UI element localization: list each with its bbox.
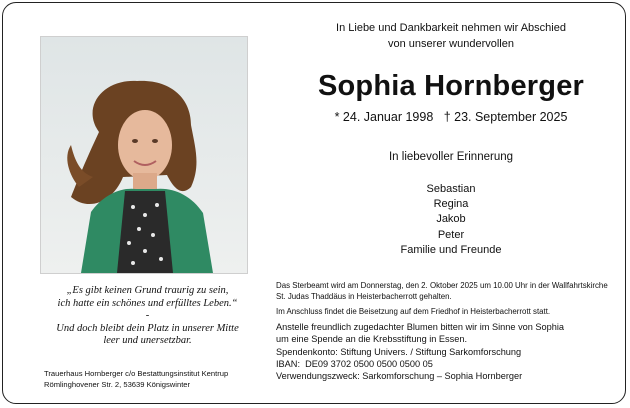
deceased-name: Sophia Hornberger — [317, 70, 585, 102]
portrait-photo — [40, 36, 248, 274]
service-info — [276, 280, 616, 317]
mourner-name: Sebastian — [426, 183, 476, 195]
mourners-list — [290, 182, 612, 258]
burial-text: Im Anschluss findet die Beisetzung auf dem Friedhof in Heisterbacherrott statt. — [276, 307, 551, 316]
memorial-quote: „Es gibt keinen Grund traurig zu sein, ich hatte ein schönes und erfülltes Leben.“ - Und doch bleibt dein Platz in unserer Mitte leer und unersetzbar. — [56, 285, 239, 346]
donation-info: Anstelle freundlich zugedachter Blumen bitten wir im Sinne von Sophia um eine Spende an die Krebsstiftung in Essen. Spendenkonto: Stiftung Univers. / Stiftung Sarkomforschung IBAN: DE09 3702 0500 0500 0500 05 Verwendungszweck: Sarkomforschung – Sophia Hornberger — [276, 322, 565, 382]
life-dates: * 24. Januar 1998 † 23. September 2025 — [334, 110, 568, 124]
mourner-name: Peter — [437, 228, 465, 241]
requiem-text: Das Sterbeamt wird am Donnerstag, den 2. Oktober 2025 um 10.00 Uhr in der Wallfahrtskirche St. Judas Thaddäus in Heisterbacherrott gehalten. — [276, 281, 608, 301]
intro-text: In Liebe und Dankbarkeit nehmen wir Abschied von unserer wundervollen — [336, 22, 566, 50]
mourner-name: Jakob — [436, 213, 466, 226]
mourner-name: Familie und Freunde — [400, 243, 502, 256]
memory-line: In liebevoller Erinnerung — [388, 151, 514, 163]
mourner-name: Regina — [433, 198, 469, 211]
funeral-home-address: Trauerhaus Hornberger c/o Bestattungsinstitut Kentrup Römlinghovener Str. 2, 53639 Königswinter — [44, 369, 229, 389]
